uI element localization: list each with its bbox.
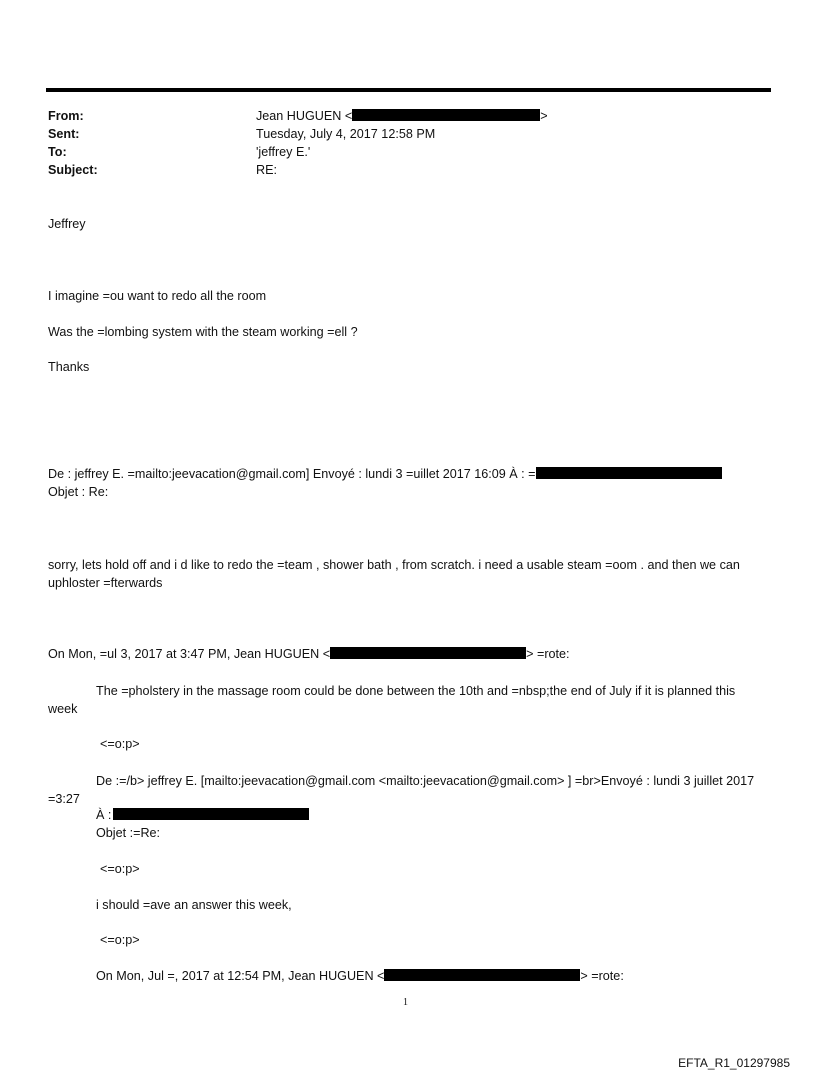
a-label: À : bbox=[96, 808, 112, 822]
thanks: Thanks bbox=[48, 360, 90, 374]
forward-de-text: De : jeffrey E. =mailto:jeevacation@gmail.com] Envoyé : lundi 3 =uillet 2017 16:09 À : = bbox=[48, 467, 536, 481]
op-tag: <=o:p> bbox=[100, 933, 140, 947]
subject-value: RE: bbox=[256, 163, 277, 177]
quote-on-line-2 bbox=[96, 968, 624, 986]
op-tag: <=o:p> bbox=[100, 862, 140, 876]
body-line: Was the =lombing system with the steam working =ell ? bbox=[48, 325, 358, 339]
quote-on2-start: On Mon, Jul =, 2017 at 12:54 PM, Jean HUGUEN < bbox=[96, 969, 385, 983]
quote-a-line bbox=[96, 807, 309, 825]
op-tag: <=o:p> bbox=[100, 737, 140, 751]
page-number: 1 bbox=[403, 997, 408, 1008]
quote-de-line: De :=/b> jeffrey E. [mailto:jeevacation@gmail.com <mailto:jeevacation@gmail.com> ] =br>Envoyé : lundi 3 juillet 2017 =3:27 bbox=[48, 774, 755, 806]
sent-value: Tuesday, July 4, 2017 12:58 PM bbox=[256, 127, 436, 141]
to-label: To: bbox=[48, 145, 67, 159]
redaction-bar bbox=[536, 467, 722, 479]
from-value bbox=[256, 108, 548, 126]
quote-on-start: On Mon, =ul 3, 2017 at 3:47 PM, Jean HUGUEN < bbox=[48, 647, 331, 661]
quote-objet: Objet :=Re: bbox=[96, 826, 161, 840]
from-label: From: bbox=[48, 109, 84, 123]
quote-answer: i should =ave an answer this week, bbox=[96, 898, 292, 912]
header-rule bbox=[46, 88, 771, 92]
redaction-bar bbox=[384, 969, 580, 981]
subject-label: Subject: bbox=[48, 163, 98, 177]
redaction-bar bbox=[330, 647, 526, 659]
forward-message: sorry, lets hold off and i d like to redo the =team , shower bath , from scratch. i need a usable steam =oom . and then we can uphloster =fterwards bbox=[48, 558, 740, 590]
to-value: 'jeffrey E.' bbox=[256, 145, 311, 159]
quote-on-end: > =rote: bbox=[526, 647, 570, 661]
quote-paragraph: The =pholstery in the massage room could be done between the 10th and =nbsp;the end of July if it is planned this week bbox=[48, 684, 736, 716]
redaction-bar bbox=[352, 109, 540, 121]
from-name: Jean HUGUEN < bbox=[256, 109, 353, 123]
bates-number: EFTA_R1_01297985 bbox=[678, 1056, 790, 1070]
forward-objet: Objet : Re: bbox=[48, 485, 109, 499]
forward-de-line bbox=[48, 466, 722, 484]
body-line: I imagine =ou want to redo all the room bbox=[48, 289, 267, 303]
quote-on-line bbox=[48, 646, 570, 664]
greeting: Jeffrey bbox=[48, 217, 86, 231]
sent-label: Sent: bbox=[48, 127, 80, 141]
from-close: > bbox=[540, 109, 548, 123]
redaction-bar bbox=[113, 808, 309, 820]
quote-on2-end: > =rote: bbox=[580, 969, 624, 983]
